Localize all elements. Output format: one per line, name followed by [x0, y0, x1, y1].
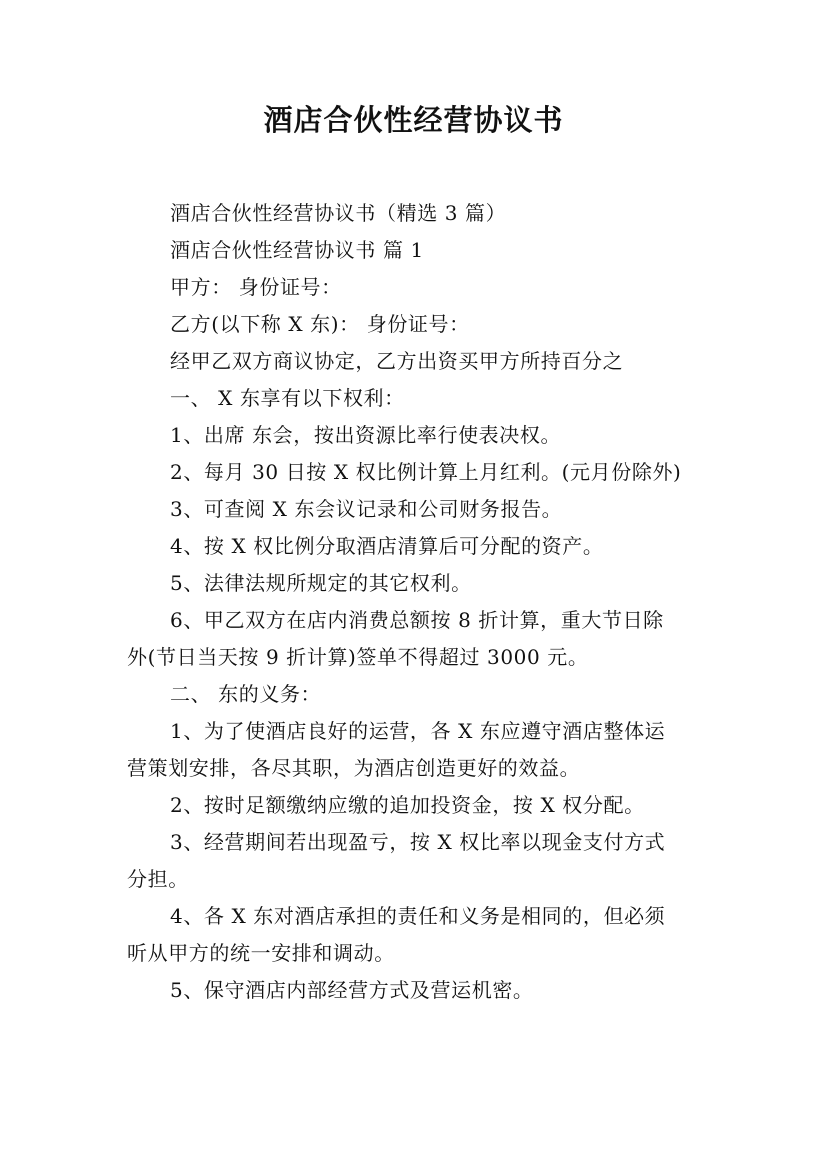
document-line: 4、按 X 权比例分取酒店清算后可分配的资产。: [170, 534, 604, 558]
document-line: 二、 东的义务：: [170, 682, 322, 706]
document-line: 一、 X 东享有以下权利：: [170, 386, 405, 410]
document-line: 酒店合伙性经营协议书（精选 3 篇）: [170, 201, 507, 225]
document-line: 2、按时足额缴纳应缴的追加投资金，按 X 权分配。: [170, 793, 645, 817]
document-line: 酒店合伙性经营协议书 篇 1: [170, 238, 424, 262]
document-line: 营策划安排，各尽其职，为酒店创造更好的效益。: [127, 756, 581, 780]
document-line: 5、保守酒店内部经营方式及营运机密。: [170, 978, 534, 1002]
document-line: 3、经营期间若出现盈亏，按 X 权比率以现金支付方式: [170, 830, 666, 854]
document-line: 甲方： 身份证号：: [170, 275, 342, 299]
document-line: 外(节日当天按 9 折计算)签单不得超过 3000 元。: [127, 645, 589, 669]
document-line: 经甲乙双方商议协定，乙方出资买甲方所持百分之: [170, 349, 624, 373]
document-title: 酒店合伙性经营协议书: [263, 103, 564, 137]
document-line: 分担。: [127, 867, 189, 891]
document-line: 听从甲方的统一安排和调动。: [127, 941, 395, 965]
document-line: 3、可查阅 X 东会议记录和公司财务报告。: [170, 497, 563, 521]
document-line: 6、甲乙双方在店内消费总额按 8 折计算，重大节日除: [170, 608, 664, 632]
document-body: [127, 195, 717, 1009]
document-line: 4、各 X 东对酒店承担的责任和义务是相同的，但必须: [170, 904, 666, 928]
document-line: 1、出席 东会，按出资源比率行使表决权。: [170, 423, 562, 447]
document-line: 5、法律法规所规定的其它权利。: [170, 571, 472, 595]
document-line: 1、为了使酒店良好的运营，各 X 东应遵守酒店整体运: [170, 719, 666, 743]
document-line: 2、每月 30 日按 X 权比例计算上月红利。(元月份除外): [170, 460, 682, 484]
document-line: 乙方(以下称 X 东)： 身份证号：: [170, 312, 470, 336]
